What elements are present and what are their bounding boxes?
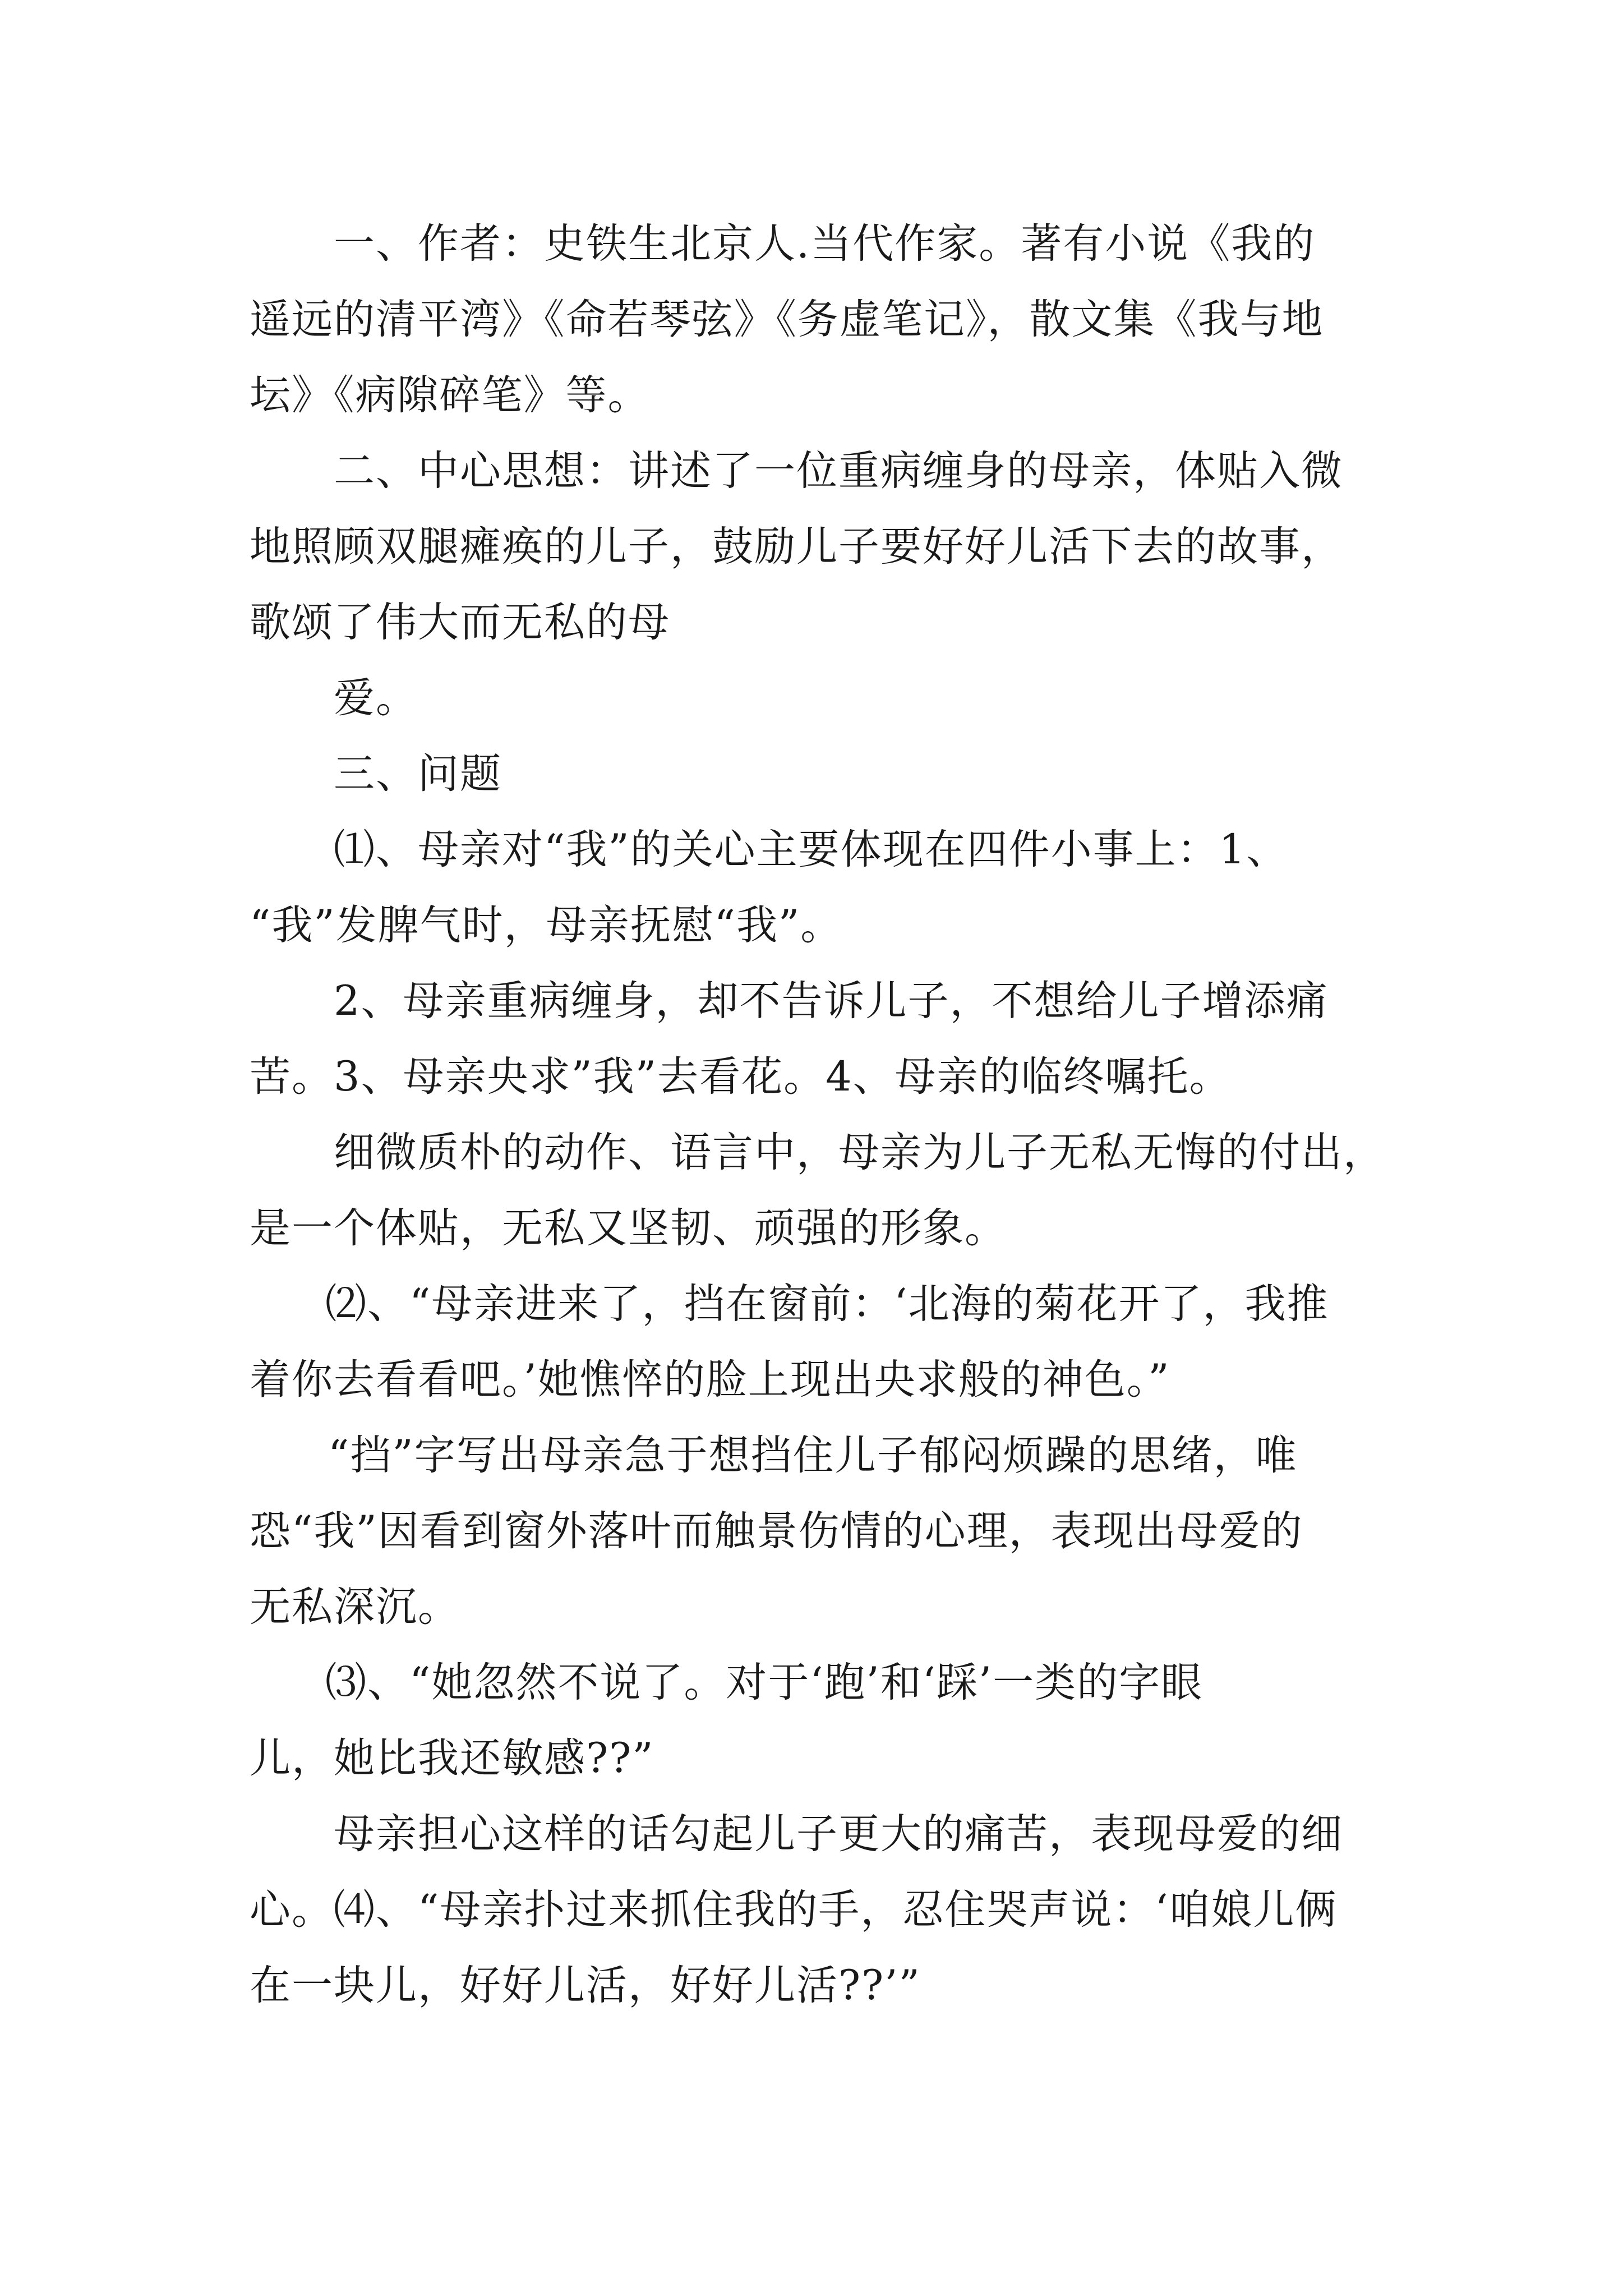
text-line: 儿，她比我还敏感??” (250, 1734, 654, 1782)
text-line: 坛》《病隙碎笔》等。 (250, 371, 650, 419)
text-line: 二、中心思想：讲述了一位重病缠身的母亲，体贴入微 (334, 447, 1343, 495)
text-line: ⑶、“她忽然不说了。对于‘跑’和‘踩’一类的字眼 (325, 1659, 1204, 1706)
text-line: 地照顾双腿瘫痪的儿子，鼓励儿子要好好儿活下去的故事， (250, 523, 1343, 570)
text-line: ⑴、母亲对“我”的关心主要体现在四件小事上：1、 (334, 826, 1289, 873)
text-line: 爱。 (334, 674, 418, 722)
text-line: 歌颂了伟大而无私的母 (250, 599, 670, 646)
text-line: 无私深沉。 (250, 1583, 460, 1631)
text-line: 心。⑷、“母亲扑过来抓住我的手，忍住哭声说：‘咱娘儿俩 (250, 1886, 1338, 1934)
text-line: 遥远的清平湾》《命若琴弦》《务虚笔记》，散文集《我与地 (250, 296, 1324, 343)
text-line: 在一块儿，好好儿活，好好儿活??’” (250, 1962, 921, 2009)
text-line: “我”发脾气时，母亲抚慰“我”。 (250, 901, 843, 949)
text-line: 苦。3、母亲央求”我”去看花。4、母亲的临终嘱托。 (250, 1053, 1232, 1101)
text-line: 是一个体贴，无私又坚韧、顽强的形象。 (250, 1204, 1007, 1252)
text-line: 三、问题 (334, 750, 502, 798)
text-line: ⑵、“母亲进来了，挡在窗前：‘北海的菊花开了，我推 (325, 1280, 1329, 1328)
text-line: 着你去看看吧。’她憔悴的脸上现出央求般的神色。” (250, 1356, 1170, 1404)
text-line: “挡”字写出母亲急于想挡住儿子郁闷烦躁的思绪，唯 (328, 1432, 1298, 1479)
text-line: 恐“我”因看到窗外落叶而触景伤情的心理，表现出母爱的 (250, 1507, 1303, 1555)
text-line: 2、母亲重病缠身，却不告诉儿子，不想给儿子增添痛 (334, 977, 1329, 1025)
text-line: 一、作者：史铁生北京人.当代作家。著有小说《我的 (334, 220, 1316, 268)
text-line: 细微质朴的动作、语言中，母亲为儿子无私无悔的付出， (334, 1129, 1385, 1176)
text-line: 母亲担心这样的话勾起儿子更大的痛苦，表现母爱的细 (334, 1810, 1343, 1858)
